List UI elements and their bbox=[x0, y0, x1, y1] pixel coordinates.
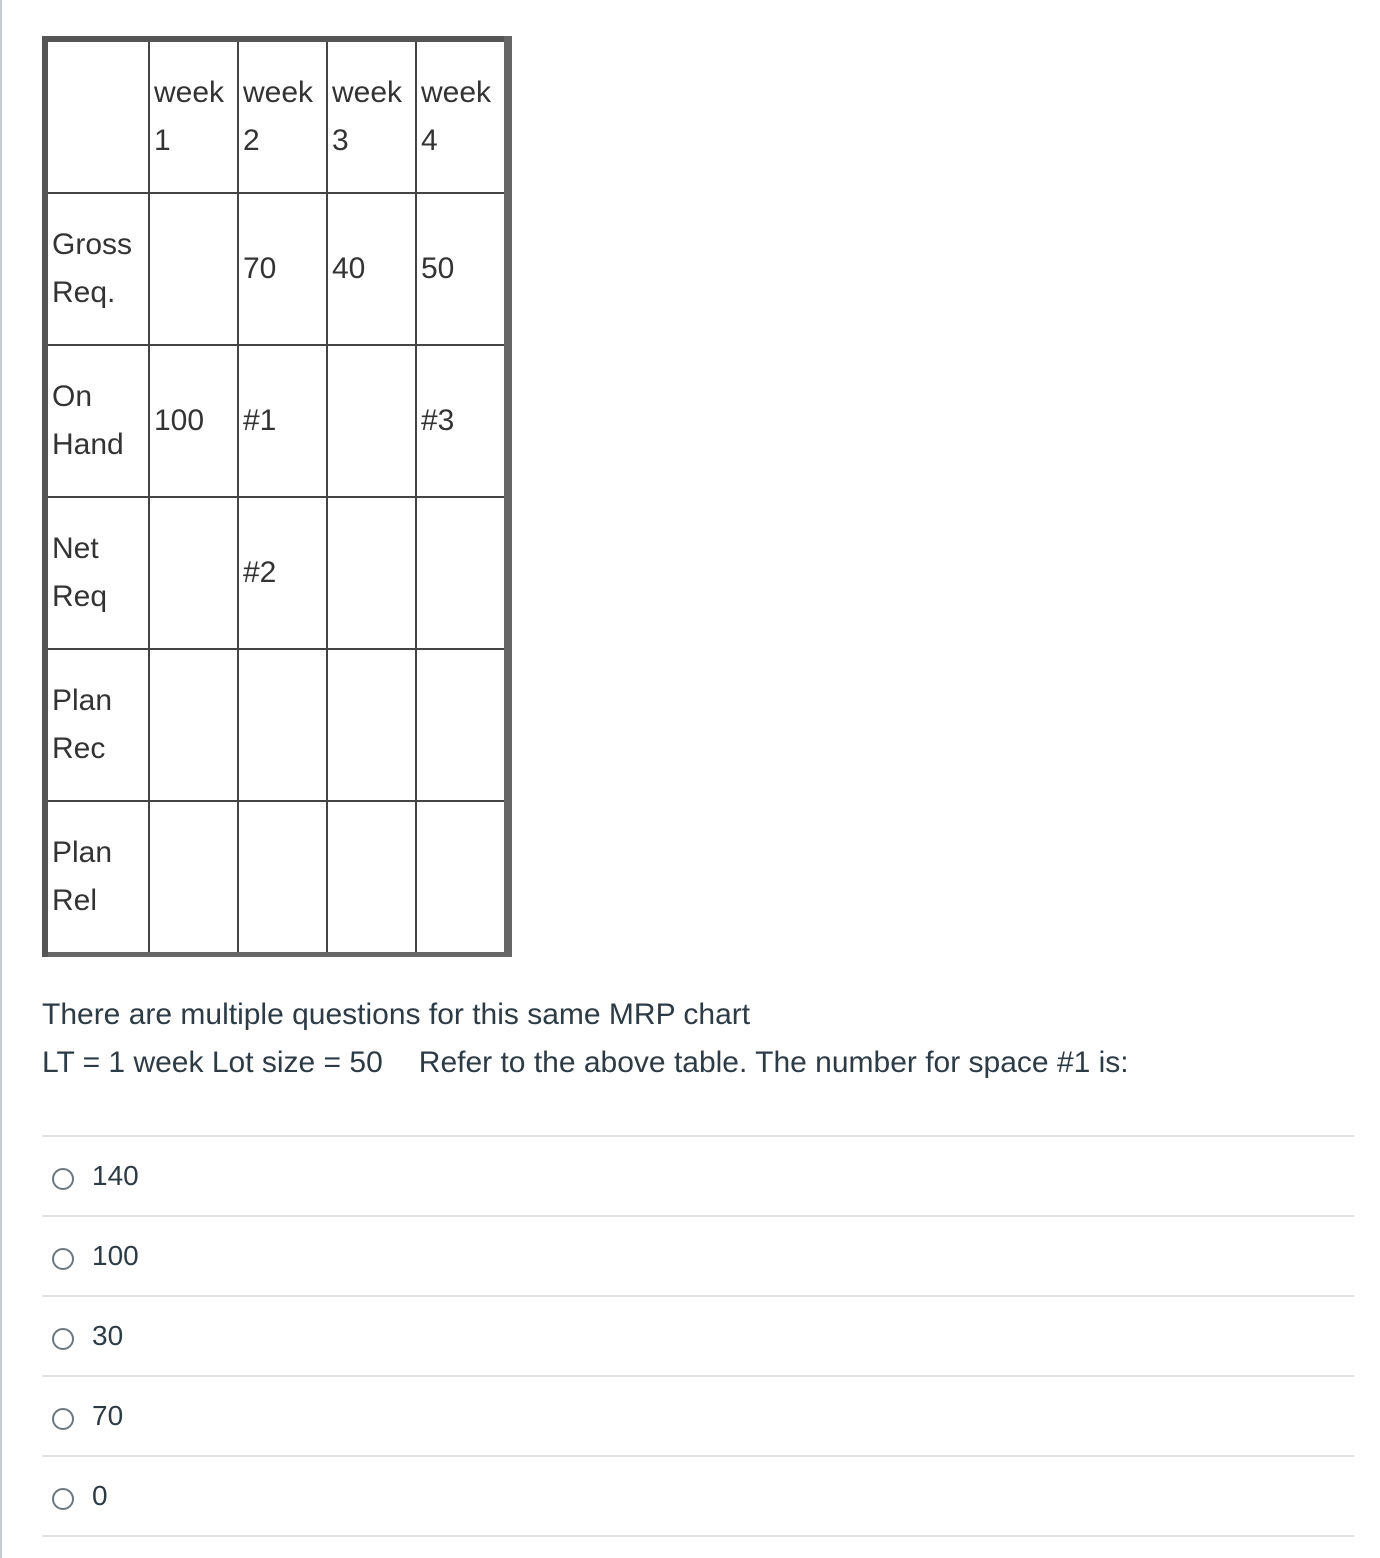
answer-option-30[interactable] bbox=[42, 1297, 1354, 1377]
table-cell bbox=[149, 801, 238, 955]
table-cell bbox=[327, 497, 416, 649]
table-cell bbox=[149, 497, 238, 649]
table-cell bbox=[327, 801, 416, 955]
left-border bbox=[0, 0, 2, 1558]
radio-button[interactable] bbox=[52, 1488, 74, 1510]
header-week-3: week 3 bbox=[327, 39, 416, 193]
answer-label: 0 bbox=[92, 1480, 108, 1511]
prompt-line-1: There are multiple questions for this same MRP chart bbox=[42, 998, 751, 1031]
table-cell: 70 bbox=[238, 193, 327, 345]
row-label: Plan Rel bbox=[45, 801, 149, 955]
header-corner-cell bbox=[45, 39, 149, 193]
header-week-4: week 4 bbox=[416, 39, 508, 193]
answer-label: 100 bbox=[92, 1240, 139, 1271]
table-cell: #2 bbox=[238, 497, 327, 649]
table-row-gross-req bbox=[45, 193, 508, 345]
table-cell bbox=[416, 649, 508, 801]
radio-button[interactable] bbox=[52, 1408, 74, 1430]
table-cell bbox=[238, 649, 327, 801]
answer-option-70[interactable] bbox=[42, 1377, 1354, 1457]
answer-label: 140 bbox=[92, 1160, 139, 1191]
table-cell: #1 bbox=[238, 345, 327, 497]
question-container bbox=[42, 36, 1354, 1537]
answer-label: 70 bbox=[92, 1400, 124, 1431]
row-label: Net Req bbox=[45, 497, 149, 649]
prompt-question: Refer to the above table. The number for space #1 is: bbox=[418, 1046, 1129, 1079]
table-row-net-req bbox=[45, 497, 508, 649]
table-row-on-hand bbox=[45, 345, 508, 497]
header-week-1: week 1 bbox=[149, 39, 238, 193]
row-label: On Hand bbox=[45, 345, 149, 497]
table-cell bbox=[416, 497, 508, 649]
row-label: Gross Req. bbox=[45, 193, 149, 345]
row-label: Plan Rec bbox=[45, 649, 149, 801]
radio-button[interactable] bbox=[52, 1328, 74, 1350]
answer-option-100[interactable] bbox=[42, 1217, 1354, 1297]
table-cell bbox=[149, 193, 238, 345]
prompt-parameters: LT = 1 week Lot size = 50 bbox=[42, 1046, 383, 1079]
answer-option-140[interactable] bbox=[42, 1137, 1354, 1217]
table-header-row bbox=[45, 39, 508, 193]
table-cell: 100 bbox=[149, 345, 238, 497]
radio-button[interactable] bbox=[52, 1168, 74, 1190]
table-cell: #3 bbox=[416, 345, 508, 497]
table-cell bbox=[327, 649, 416, 801]
table-cell bbox=[238, 801, 327, 955]
table-cell: 40 bbox=[327, 193, 416, 345]
table-cell bbox=[149, 649, 238, 801]
prompt-line-2 bbox=[42, 1039, 1354, 1087]
question-prompt bbox=[42, 991, 1354, 1087]
answer-option-0[interactable] bbox=[42, 1457, 1354, 1537]
table-row-plan-rec bbox=[45, 649, 508, 801]
table-cell: 50 bbox=[416, 193, 508, 345]
radio-button[interactable] bbox=[52, 1248, 74, 1270]
table-row-plan-rel bbox=[45, 801, 508, 955]
table-cell bbox=[327, 345, 416, 497]
mrp-table bbox=[42, 36, 512, 957]
answer-list bbox=[42, 1135, 1354, 1537]
table-cell bbox=[416, 801, 508, 955]
answer-label: 30 bbox=[92, 1320, 124, 1351]
header-week-2: week 2 bbox=[238, 39, 327, 193]
